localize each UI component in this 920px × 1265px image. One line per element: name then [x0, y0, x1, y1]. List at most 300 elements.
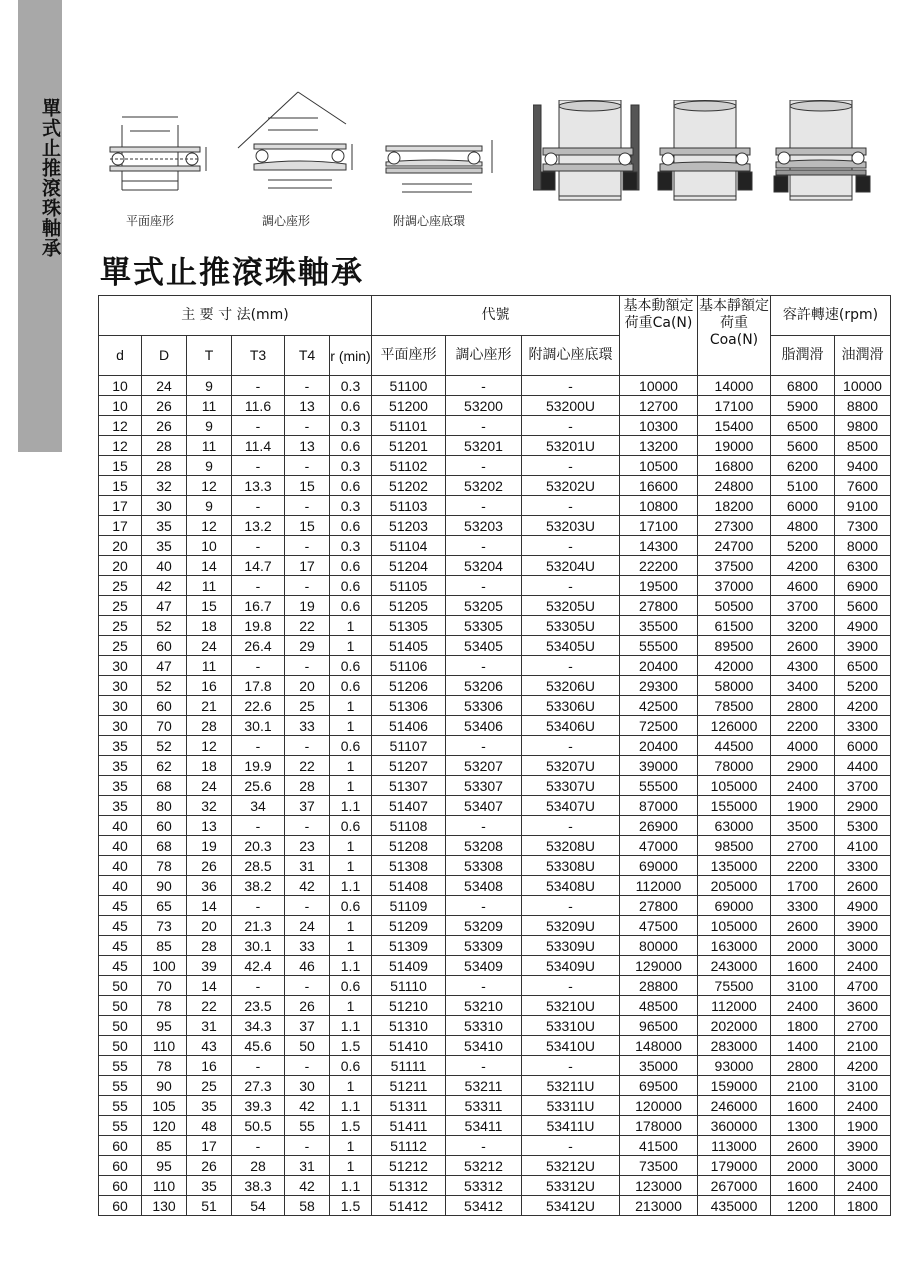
cell-D: 52 — [142, 616, 187, 636]
cell-grease: 2000 — [771, 1156, 835, 1176]
cell-oil: 4200 — [835, 1056, 891, 1076]
cell-d: 60 — [99, 1196, 142, 1216]
cell-T: 10 — [187, 536, 232, 556]
cell-grease: 3500 — [771, 816, 835, 836]
cell-flat: 51202 — [372, 476, 446, 496]
cell-oil: 5600 — [835, 596, 891, 616]
table-row — [99, 676, 891, 696]
cell-oil: 4200 — [835, 696, 891, 716]
table-row — [99, 576, 891, 596]
cell-coa: 246000 — [698, 1096, 771, 1116]
cell-T3: 38.3 — [232, 1176, 285, 1196]
cell-T: 21 — [187, 696, 232, 716]
cell-self-aligning: - — [446, 1056, 522, 1076]
cell-oil: 4900 — [835, 896, 891, 916]
cell-self-aligning: - — [446, 456, 522, 476]
cell-oil: 6500 — [835, 656, 891, 676]
cell-D: 120 — [142, 1116, 187, 1136]
cell-flat: 51201 — [372, 436, 446, 456]
cell-T4: 24 — [285, 916, 330, 936]
cell-oil: 10000 — [835, 376, 891, 396]
cell-flat: 51109 — [372, 896, 446, 916]
cell-ca: 14300 — [620, 536, 698, 556]
cell-T: 9 — [187, 376, 232, 396]
cell-grease: 1600 — [771, 1176, 835, 1196]
table-row — [99, 416, 891, 436]
cell-d: 55 — [99, 1116, 142, 1136]
cell-flat: 51311 — [372, 1096, 446, 1116]
cell-grease: 5600 — [771, 436, 835, 456]
cell-T: 28 — [187, 936, 232, 956]
cell-ca: 35500 — [620, 616, 698, 636]
cell-T: 17 — [187, 1136, 232, 1156]
cell-r: 1.5 — [330, 1116, 372, 1136]
cell-self-aligning: - — [446, 536, 522, 556]
cell-grease: 5100 — [771, 476, 835, 496]
cell-D: 60 — [142, 636, 187, 656]
header-T: T — [187, 336, 232, 376]
cell-washer: 53407U — [522, 796, 620, 816]
cell-D: 78 — [142, 1056, 187, 1076]
cell-d: 35 — [99, 776, 142, 796]
cell-washer: 53211U — [522, 1076, 620, 1096]
cell-grease: 4000 — [771, 736, 835, 756]
cell-ca: 80000 — [620, 936, 698, 956]
cell-washer: - — [522, 376, 620, 396]
cell-r: 0.3 — [330, 496, 372, 516]
header-d: d — [99, 336, 142, 376]
table-row — [99, 476, 891, 496]
cell-washer: 53310U — [522, 1016, 620, 1036]
cell-T: 32 — [187, 796, 232, 816]
cell-oil: 9800 — [835, 416, 891, 436]
cell-oil: 5200 — [835, 676, 891, 696]
cell-r: 1 — [330, 836, 372, 856]
cell-self-aligning: - — [446, 976, 522, 996]
cell-T4: - — [285, 456, 330, 476]
cell-D: 68 — [142, 776, 187, 796]
cell-r: 1 — [330, 616, 372, 636]
cell-ca: 28800 — [620, 976, 698, 996]
cell-oil: 9100 — [835, 496, 891, 516]
cell-self-aligning: - — [446, 576, 522, 596]
cell-flat: 51107 — [372, 736, 446, 756]
cell-T4: 37 — [285, 796, 330, 816]
cell-grease: 3400 — [771, 676, 835, 696]
cell-oil: 5300 — [835, 816, 891, 836]
cell-T3: 19.9 — [232, 756, 285, 776]
cell-coa: 18200 — [698, 496, 771, 516]
cell-coa: 14000 — [698, 376, 771, 396]
cell-ca: 41500 — [620, 1136, 698, 1156]
cell-self-aligning: 53201 — [446, 436, 522, 456]
cell-r: 1.5 — [330, 1036, 372, 1056]
header-oil: 油潤滑 — [835, 336, 891, 376]
cell-self-aligning: 53210 — [446, 996, 522, 1016]
cell-coa: 75500 — [698, 976, 771, 996]
cell-T4: 23 — [285, 836, 330, 856]
cell-oil: 1900 — [835, 1116, 891, 1136]
cell-flat: 51210 — [372, 996, 446, 1016]
cell-d: 40 — [99, 816, 142, 836]
cell-washer: 53205U — [522, 596, 620, 616]
cell-flat: 51102 — [372, 456, 446, 476]
cell-d: 50 — [99, 996, 142, 1016]
table-row — [99, 856, 891, 876]
cell-grease: 4600 — [771, 576, 835, 596]
cell-d: 20 — [99, 556, 142, 576]
cell-d: 25 — [99, 616, 142, 636]
table-row — [99, 776, 891, 796]
cell-T: 14 — [187, 556, 232, 576]
cell-T3: - — [232, 896, 285, 916]
cell-D: 47 — [142, 656, 187, 676]
cell-grease: 2900 — [771, 756, 835, 776]
cell-T4: - — [285, 896, 330, 916]
cell-T4: - — [285, 1056, 330, 1076]
cell-self-aligning: 53207 — [446, 756, 522, 776]
caption-flat-seat: 平面座形 — [126, 214, 175, 228]
cell-self-aligning: 53406 — [446, 716, 522, 736]
cell-oil: 6900 — [835, 576, 891, 596]
header-self-aligning-washer: 附調心座底環 — [522, 336, 620, 376]
cell-oil: 4400 — [835, 756, 891, 776]
cell-T: 16 — [187, 1056, 232, 1076]
cell-T3: 50.5 — [232, 1116, 285, 1136]
cell-T: 14 — [187, 976, 232, 996]
table-row — [99, 1016, 891, 1036]
cell-T4: - — [285, 376, 330, 396]
cell-T3: 38.2 — [232, 876, 285, 896]
cell-ca: 20400 — [620, 656, 698, 676]
cell-T3: 27.3 — [232, 1076, 285, 1096]
header-T4: T4 — [285, 336, 330, 376]
cell-T4: 22 — [285, 616, 330, 636]
cell-T4: 13 — [285, 396, 330, 416]
cell-coa: 267000 — [698, 1176, 771, 1196]
table-row — [99, 1136, 891, 1156]
cell-D: 62 — [142, 756, 187, 776]
cell-ca: 22200 — [620, 556, 698, 576]
cell-ca: 29300 — [620, 676, 698, 696]
cell-coa: 24700 — [698, 536, 771, 556]
cell-grease: 3200 — [771, 616, 835, 636]
cell-flat: 51106 — [372, 656, 446, 676]
table-row — [99, 1156, 891, 1176]
page-title: 單式止推滾珠軸承 — [100, 255, 364, 291]
cell-ca: 47500 — [620, 916, 698, 936]
table-row — [99, 436, 891, 456]
cell-self-aligning: 53200 — [446, 396, 522, 416]
cell-D: 78 — [142, 996, 187, 1016]
cell-T3: 11.6 — [232, 396, 285, 416]
table-row — [99, 396, 891, 416]
cell-T4: 37 — [285, 1016, 330, 1036]
cell-ca: 47000 — [620, 836, 698, 856]
cell-oil: 3300 — [835, 716, 891, 736]
cell-oil: 3600 — [835, 996, 891, 1016]
cell-grease: 2600 — [771, 636, 835, 656]
cell-ca: 10300 — [620, 416, 698, 436]
cell-coa: 78000 — [698, 756, 771, 776]
cell-r: 0.3 — [330, 536, 372, 556]
cell-T3: 28.5 — [232, 856, 285, 876]
cell-coa: 105000 — [698, 916, 771, 936]
cell-d: 60 — [99, 1136, 142, 1156]
cell-flat: 51307 — [372, 776, 446, 796]
cell-washer: - — [522, 536, 620, 556]
cell-grease: 6000 — [771, 496, 835, 516]
cell-self-aligning: 53309 — [446, 936, 522, 956]
cell-D: 24 — [142, 376, 187, 396]
cell-d: 17 — [99, 516, 142, 536]
cell-self-aligning: 53307 — [446, 776, 522, 796]
caption-self-aligning-seat: 調心座形 — [262, 214, 311, 228]
cell-flat: 51203 — [372, 516, 446, 536]
cell-T: 9 — [187, 416, 232, 436]
table-row — [99, 816, 891, 836]
table-row — [99, 916, 891, 936]
cell-T4: 58 — [285, 1196, 330, 1216]
cell-ca: 10800 — [620, 496, 698, 516]
cell-D: 26 — [142, 416, 187, 436]
cell-coa: 42000 — [698, 656, 771, 676]
cell-self-aligning: 53208 — [446, 836, 522, 856]
cell-ca: 10500 — [620, 456, 698, 476]
cell-washer: 53409U — [522, 956, 620, 976]
cell-T: 51 — [187, 1196, 232, 1216]
cell-grease: 2000 — [771, 936, 835, 956]
cell-oil: 3100 — [835, 1076, 891, 1096]
cell-r: 0.6 — [330, 436, 372, 456]
cell-T3: - — [232, 496, 285, 516]
cell-flat: 51309 — [372, 936, 446, 956]
cell-T3: - — [232, 576, 285, 596]
cell-T4: - — [285, 536, 330, 556]
diagram-mounting-self-aligning — [656, 100, 756, 208]
cell-self-aligning: 53410 — [446, 1036, 522, 1056]
table-row — [99, 596, 891, 616]
table-row — [99, 556, 891, 576]
cell-coa: 15400 — [698, 416, 771, 436]
cell-washer: 53204U — [522, 556, 620, 576]
cell-self-aligning: 53412 — [446, 1196, 522, 1216]
caption-self-aligning-washer: 附調心座底環 — [393, 214, 466, 228]
cell-r: 1 — [330, 636, 372, 656]
cell-washer: - — [522, 736, 620, 756]
table-row — [99, 1176, 891, 1196]
cell-d: 15 — [99, 476, 142, 496]
cell-D: 68 — [142, 836, 187, 856]
cell-T: 24 — [187, 636, 232, 656]
cell-oil: 2400 — [835, 1096, 891, 1116]
cell-T: 12 — [187, 736, 232, 756]
cell-r: 0.3 — [330, 416, 372, 436]
cell-D: 30 — [142, 496, 187, 516]
cell-d: 25 — [99, 596, 142, 616]
cell-flat: 51205 — [372, 596, 446, 616]
table-row — [99, 756, 891, 776]
cell-oil: 3900 — [835, 916, 891, 936]
cell-ca: 16600 — [620, 476, 698, 496]
cell-washer: 53212U — [522, 1156, 620, 1176]
cell-washer: 53206U — [522, 676, 620, 696]
cell-self-aligning: 53203 — [446, 516, 522, 536]
cell-washer: - — [522, 416, 620, 436]
cell-oil: 9400 — [835, 456, 891, 476]
cell-coa: 19000 — [698, 436, 771, 456]
cell-d: 55 — [99, 1096, 142, 1116]
cell-ca: 129000 — [620, 956, 698, 976]
header-flat-seat: 平面座形 — [372, 336, 446, 376]
cell-coa: 283000 — [698, 1036, 771, 1056]
cell-d: 12 — [99, 416, 142, 436]
cell-oil: 2700 — [835, 1016, 891, 1036]
cell-coa: 126000 — [698, 716, 771, 736]
cell-T3: 25.6 — [232, 776, 285, 796]
cell-self-aligning: 53409 — [446, 956, 522, 976]
cell-oil: 8500 — [835, 436, 891, 456]
cell-coa: 16800 — [698, 456, 771, 476]
cell-T: 39 — [187, 956, 232, 976]
table-row — [99, 876, 891, 896]
cell-coa: 105000 — [698, 776, 771, 796]
cell-d: 40 — [99, 836, 142, 856]
cell-grease: 4300 — [771, 656, 835, 676]
cell-washer: 53412U — [522, 1196, 620, 1216]
cell-washer: 53312U — [522, 1176, 620, 1196]
cell-T3: 13.3 — [232, 476, 285, 496]
cell-coa: 159000 — [698, 1076, 771, 1096]
cell-T: 13 — [187, 816, 232, 836]
cell-d: 25 — [99, 636, 142, 656]
cell-self-aligning: 53405 — [446, 636, 522, 656]
cell-flat: 51405 — [372, 636, 446, 656]
cell-flat: 51207 — [372, 756, 446, 776]
cell-ca: 120000 — [620, 1096, 698, 1116]
header-row-bottom — [99, 336, 891, 376]
cell-grease: 4200 — [771, 556, 835, 576]
table-row — [99, 836, 891, 856]
cell-self-aligning: 53202 — [446, 476, 522, 496]
cell-D: 73 — [142, 916, 187, 936]
cell-coa: 44500 — [698, 736, 771, 756]
cell-T3: 11.4 — [232, 436, 285, 456]
cell-oil: 7600 — [835, 476, 891, 496]
cell-ca: 55500 — [620, 636, 698, 656]
cell-T3: - — [232, 416, 285, 436]
cell-T4: 33 — [285, 716, 330, 736]
cell-ca: 27800 — [620, 596, 698, 616]
cell-coa: 113000 — [698, 1136, 771, 1156]
cell-oil: 2100 — [835, 1036, 891, 1056]
cell-T: 11 — [187, 436, 232, 456]
cell-d: 40 — [99, 876, 142, 896]
cell-T: 22 — [187, 996, 232, 1016]
cell-flat: 51110 — [372, 976, 446, 996]
cell-D: 35 — [142, 536, 187, 556]
cell-T3: - — [232, 816, 285, 836]
cell-self-aligning: 53408 — [446, 876, 522, 896]
cell-D: 28 — [142, 436, 187, 456]
cell-coa: 202000 — [698, 1016, 771, 1036]
cell-r: 1 — [330, 776, 372, 796]
cell-r: 1.1 — [330, 1096, 372, 1116]
cell-grease: 3700 — [771, 596, 835, 616]
cell-ca: 48500 — [620, 996, 698, 1016]
cell-T4: - — [285, 816, 330, 836]
cell-d: 60 — [99, 1176, 142, 1196]
cell-D: 32 — [142, 476, 187, 496]
cell-grease: 5200 — [771, 536, 835, 556]
side-tab — [18, 0, 62, 452]
cell-d: 10 — [99, 376, 142, 396]
cell-T3: - — [232, 736, 285, 756]
table-row — [99, 1096, 891, 1116]
cell-d: 30 — [99, 676, 142, 696]
cell-oil: 6000 — [835, 736, 891, 756]
cell-flat: 51310 — [372, 1016, 446, 1036]
cell-self-aligning: 53204 — [446, 556, 522, 576]
cell-self-aligning: - — [446, 376, 522, 396]
cell-oil: 3000 — [835, 936, 891, 956]
cell-flat: 51112 — [372, 1136, 446, 1156]
cell-T3: 34 — [232, 796, 285, 816]
cell-self-aligning: 53206 — [446, 676, 522, 696]
cell-self-aligning: 53312 — [446, 1176, 522, 1196]
cell-coa: 179000 — [698, 1156, 771, 1176]
header-main-dims: 主 要 寸 法(mm) — [99, 296, 372, 336]
cell-oil: 3900 — [835, 636, 891, 656]
cell-washer: 53406U — [522, 716, 620, 736]
cell-oil: 6300 — [835, 556, 891, 576]
cell-flat: 51406 — [372, 716, 446, 736]
cell-D: 110 — [142, 1176, 187, 1196]
table-row — [99, 956, 891, 976]
cell-grease: 2400 — [771, 996, 835, 1016]
cell-ca: 112000 — [620, 876, 698, 896]
cell-T4: 28 — [285, 776, 330, 796]
cell-coa: 24800 — [698, 476, 771, 496]
cell-T: 9 — [187, 496, 232, 516]
cell-coa: 58000 — [698, 676, 771, 696]
cell-coa: 69000 — [698, 896, 771, 916]
cell-flat: 51101 — [372, 416, 446, 436]
cell-self-aligning: 53308 — [446, 856, 522, 876]
cell-grease: 2100 — [771, 1076, 835, 1096]
cell-flat: 51212 — [372, 1156, 446, 1176]
cell-r: 0.6 — [330, 516, 372, 536]
cell-oil: 4100 — [835, 836, 891, 856]
cell-washer: 53207U — [522, 756, 620, 776]
cell-d: 20 — [99, 536, 142, 556]
cell-T: 35 — [187, 1176, 232, 1196]
cell-self-aligning: - — [446, 736, 522, 756]
cell-flat: 51208 — [372, 836, 446, 856]
cell-grease: 6200 — [771, 456, 835, 476]
cell-T4: - — [285, 416, 330, 436]
cell-washer: 53306U — [522, 696, 620, 716]
cell-T3: - — [232, 456, 285, 476]
cell-D: 35 — [142, 516, 187, 536]
cell-r: 0.3 — [330, 456, 372, 476]
cell-T3: - — [232, 656, 285, 676]
cell-coa: 61500 — [698, 616, 771, 636]
cell-T: 35 — [187, 1096, 232, 1116]
cell-D: 90 — [142, 1076, 187, 1096]
cell-T: 28 — [187, 716, 232, 736]
table-row — [99, 936, 891, 956]
